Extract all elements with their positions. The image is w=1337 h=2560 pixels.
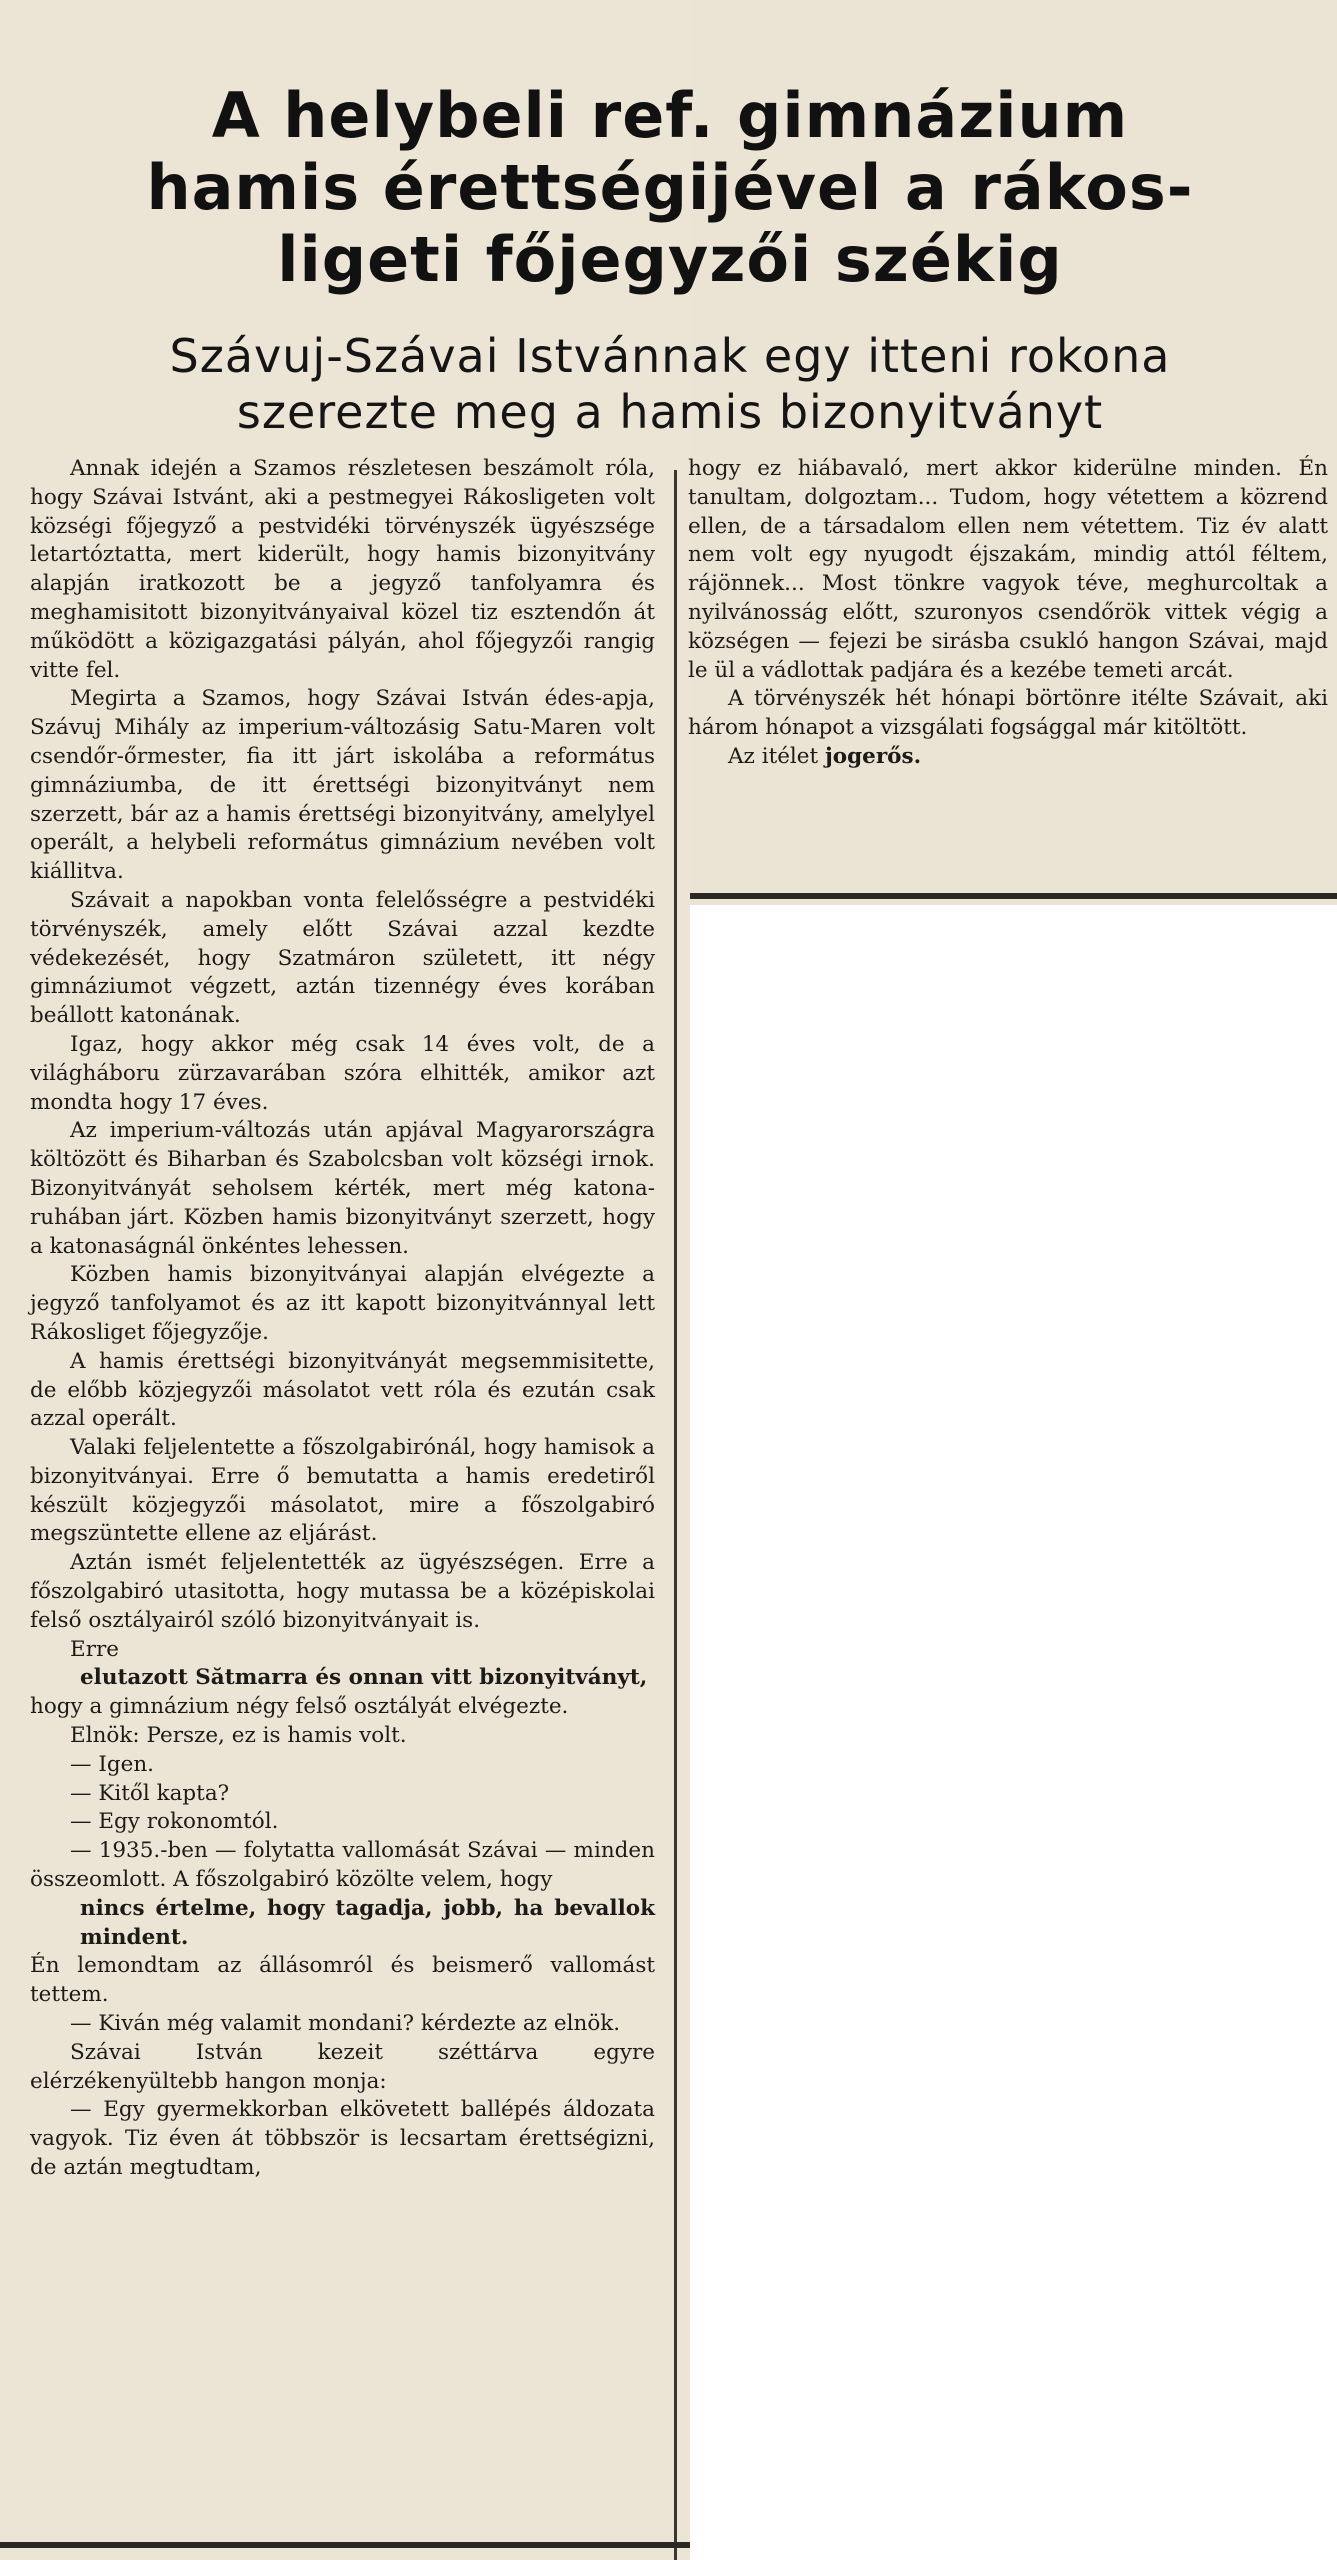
paragraph: Valaki feljelentette a főszolgabirónál, hogy hamisok a bizonyitványai. Erre ő bemutatta a hamis eredetiről készült közjegyzői másolatot, mire a főszolgabiró megszüntette ellene az eljárást. <box>30 1435 655 1547</box>
left-column-end-rule <box>0 2542 690 2548</box>
subheadline-line-2: szerezte meg a hamis bizonyitványt <box>236 385 1104 439</box>
headline-line-2: hamis érettségijével a rákos- <box>146 151 1194 224</box>
text-run: Az itélet <box>728 743 826 769</box>
right-column-end-rule <box>690 893 1337 899</box>
dialogue-line: — Egy gyermekkorban elkövetett ballépés áldozata vagyok. Tiz éven át többször is lecsartam érettségizni, de aztán megtudtam, <box>30 2097 655 2181</box>
headline-line-3: ligeti főjegyzői székig <box>277 223 1063 296</box>
text-run: — 1935.-ben — folytatta vallomását Szávai — minden összeomlott. A főszolgabiró közölte velem, hogy <box>30 1838 655 1893</box>
paragraph: Aztán ismét feljelentették az ügyészségen. Erre a főszolgabiró utasitotta, hogy mutassa be a középiskolai felső osztályairól szóló bizonyitványait is. <box>30 1550 655 1633</box>
subheadline <box>20 328 1320 440</box>
subheadline-line-1: Szávuj-Szávai Istvánnak egy itteni rokona <box>169 329 1171 383</box>
left-column <box>30 455 655 2183</box>
emphasized-text: jogerős. <box>825 743 922 769</box>
paragraph: hogy a gimnázium négy felső osztályát elvégezte. <box>30 1694 569 1720</box>
paragraph <box>688 743 1328 772</box>
headline-line-1: A helybeli ref. gimnázium <box>211 79 1129 152</box>
dialogue-line: — Egy rokonomtól. <box>70 1809 279 1835</box>
emphasized-text: elutazott Sătmarra és onnan vitt bizonyitványt, <box>80 1665 648 1691</box>
paragraph-intro <box>30 1636 655 1694</box>
blank-area <box>690 905 1337 2560</box>
dialogue-line: — Kitől kapta? <box>70 1780 230 1806</box>
paragraph: Közben hamis bizonyitványai alapján elvégezte a jegyző tanfolyamot és az itt kapott bizonyitvánnyal lett Rákosliget főjegyzője. <box>30 1262 655 1345</box>
paragraph: A törvényszék hét hónapi börtönre itélte Szávait, aki három hónapot a vizsgálati fogsággal már kitöltött. <box>688 686 1328 741</box>
column-divider <box>674 470 677 2560</box>
dialogue-line: — Kiván még valamit mondani? kérdezte az elnök. <box>70 2011 621 2037</box>
paragraph: Annak idején a Szamos részletesen beszámolt róla, hogy Szávai Istvánt, aki a pestmegyei Rákosligeten volt községi főjegyző a pestvidéki törvényszék ügyészsége letartóztatta, mert kiderült, hogy hamis bizonyitvány alapján iratkozott be a jegyző tanfolyamra és meghamisitott bizonyitványaival közel tiz esztendőn át működött a közigazgatási pályán, ahol főjegyzői rangig vitte fel. <box>30 456 655 683</box>
text-run: Erre <box>70 1636 119 1662</box>
headline <box>20 80 1320 296</box>
dialogue-line: — Igen. <box>70 1751 154 1777</box>
paragraph: A hamis érettségi bizonyitványát megsemmisitette, de előbb közjegyzői másolatot vett róla és ezután csak azzal operált. <box>30 1348 655 1432</box>
paragraph: Megirta a Szamos, hogy Szávai István édes-apja, Szávuj Mihály az imperium-változásig Satu-Maren volt csendőr-őrmester, fia itt járt iskolába a református gimnáziumba, de itt érettségi bizonyitványt nem szerzett, bár az a hamis érettségi bizonyitvány, amelylyel operált, a helybeli református gimnázium nevében volt kiállitva. <box>30 686 655 885</box>
dialogue-line: Elnök: Persze, ez is hamis volt. <box>70 1723 407 1749</box>
emphasized-text: nincs értelme, hogy tagadja, jobb, ha bevallok mindent. <box>80 1895 655 1950</box>
dialogue-line <box>30 1837 655 1952</box>
paragraph: Az imperium-változás után apjával Magyarországra költözött és Biharban és Szabolcsban volt községi irnok. Bizonyitványát seholsem kérték, mert még katona-ruhában járt. Közben hamis bizonyitványt szerzett, hogy a katonaságnál önkéntes lehessen. <box>30 1118 655 1259</box>
dialogue-line: Szávai István kezeit széttárva egyre elérzékenyültebb hangon monja: <box>30 2039 655 2094</box>
paragraph: hogy ez hiábavaló, mert akkor kiderülne minden. Én tanultam, dolgoztam... Tudom, hogy vétettem a közrend ellen, de a társadalom ellen nem vétettem. Tiz év alatt nem volt egy nyugodt éjszakám, mindig attól féltem, rájönnek... Most tönkre vagyok téve, meghurcoltak a nyilvánosság előtt, szuronyos csendőrök vittek végig a községen — fejezi be sirásba csukló hangon Szávai, majd le ül a vádlottak padjára és a kezébe temeti arcát. <box>688 456 1328 683</box>
paragraph: Szávait a napokban vonta felelősségre a pestvidéki törvényszék, amely előtt Szávai azzal kezdte védekezését, hogy Szatmáron született, itt négy gimnáziumot végzett, aztán tizennégy éves korában beállott katonának. <box>30 887 655 1029</box>
dialogue-line: Én lemondtam az állásomról és beismerő vallomást tettem. <box>30 1953 655 2008</box>
paragraph: Igaz, hogy akkor még csak 14 éves volt, de a világháboru zürzavarában szóra elhitték, amikor azt mondta hogy 17 éves. <box>30 1031 655 1115</box>
right-column <box>688 455 1328 772</box>
